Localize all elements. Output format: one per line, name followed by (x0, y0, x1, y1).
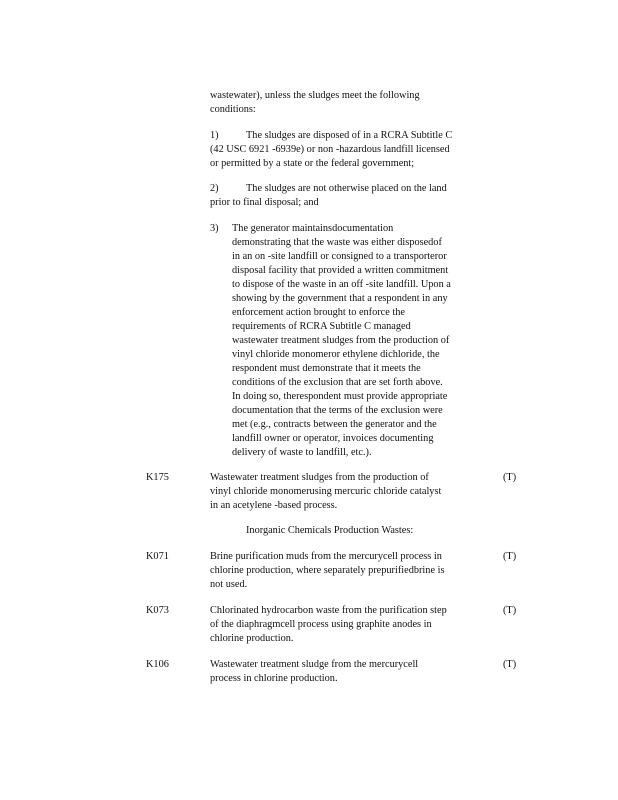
condition-1-text: The sludges are disposed of in a RCRA Subtitle C (42 USC 6921 -6939e) or non -hazardous landfill licensed or permitted by a state or the federal government; (210, 130, 453, 169)
waste-description: Chlorinated hydrocarbon waste from the purification step of the diaphragmcell process using graphite anodes in chlorine production. (210, 605, 447, 644)
waste-description: Wastewater treatment sludge from the mercurycell process in chlorine production. (210, 659, 419, 684)
hazard-code: (T) (503, 472, 517, 483)
condition-2-number: 2) (210, 183, 219, 194)
continuation-intro: wastewater), unless the sludges meet the following conditions: (210, 90, 420, 115)
hazard-code: (T) (503, 605, 517, 616)
waste-code: K175 (146, 472, 169, 483)
waste-description: Wastewater treatment sludges from the production of vinyl chloride monomerusing mercuric chloride catalyst in an acetylene -based process. (210, 472, 442, 511)
waste-code: K071 (146, 551, 169, 562)
hazard-code: (T) (503, 551, 517, 562)
condition-3-text: The generator maintainsdocumentation demonstrating that the waste was either disposedof in an on -site landfill or consigned to a transporteror disposal facility that provided a written commitment to dispose of the waste in an off -site landfill. Upon a showing by the government that a respondent in any enforcement action brought to enforce the requirements of RCRA Subtitle C managed wastewater treatment sludges from the production of vinyl chloride monomeror ethylene dichloride, the respondent must demonstrate that it meets the conditions of the exclusion that are set forth above. In doing so, therespondent must provide appropriate documentation that the terms of the exclusion were met (e.g., contracts between the generator and the landfill owner or operator, invoices documenting delivery of waste to landfill, etc.). (232, 223, 451, 458)
hazard-code: (T) (503, 659, 517, 670)
condition-1-number: 1) (210, 130, 219, 141)
section-heading: Inorganic Chemicals Production Wastes: (246, 525, 414, 536)
condition-2-text: The sludges are not otherwise placed on the land prior to final disposal; and (210, 183, 447, 208)
waste-code: K073 (146, 605, 169, 616)
waste-description: Brine purification muds from the mercurycell process in chlorine production, where separately prepurifiedbrine is not used. (210, 551, 445, 590)
waste-code: K106 (146, 659, 169, 670)
condition-3-number: 3) (210, 223, 219, 234)
